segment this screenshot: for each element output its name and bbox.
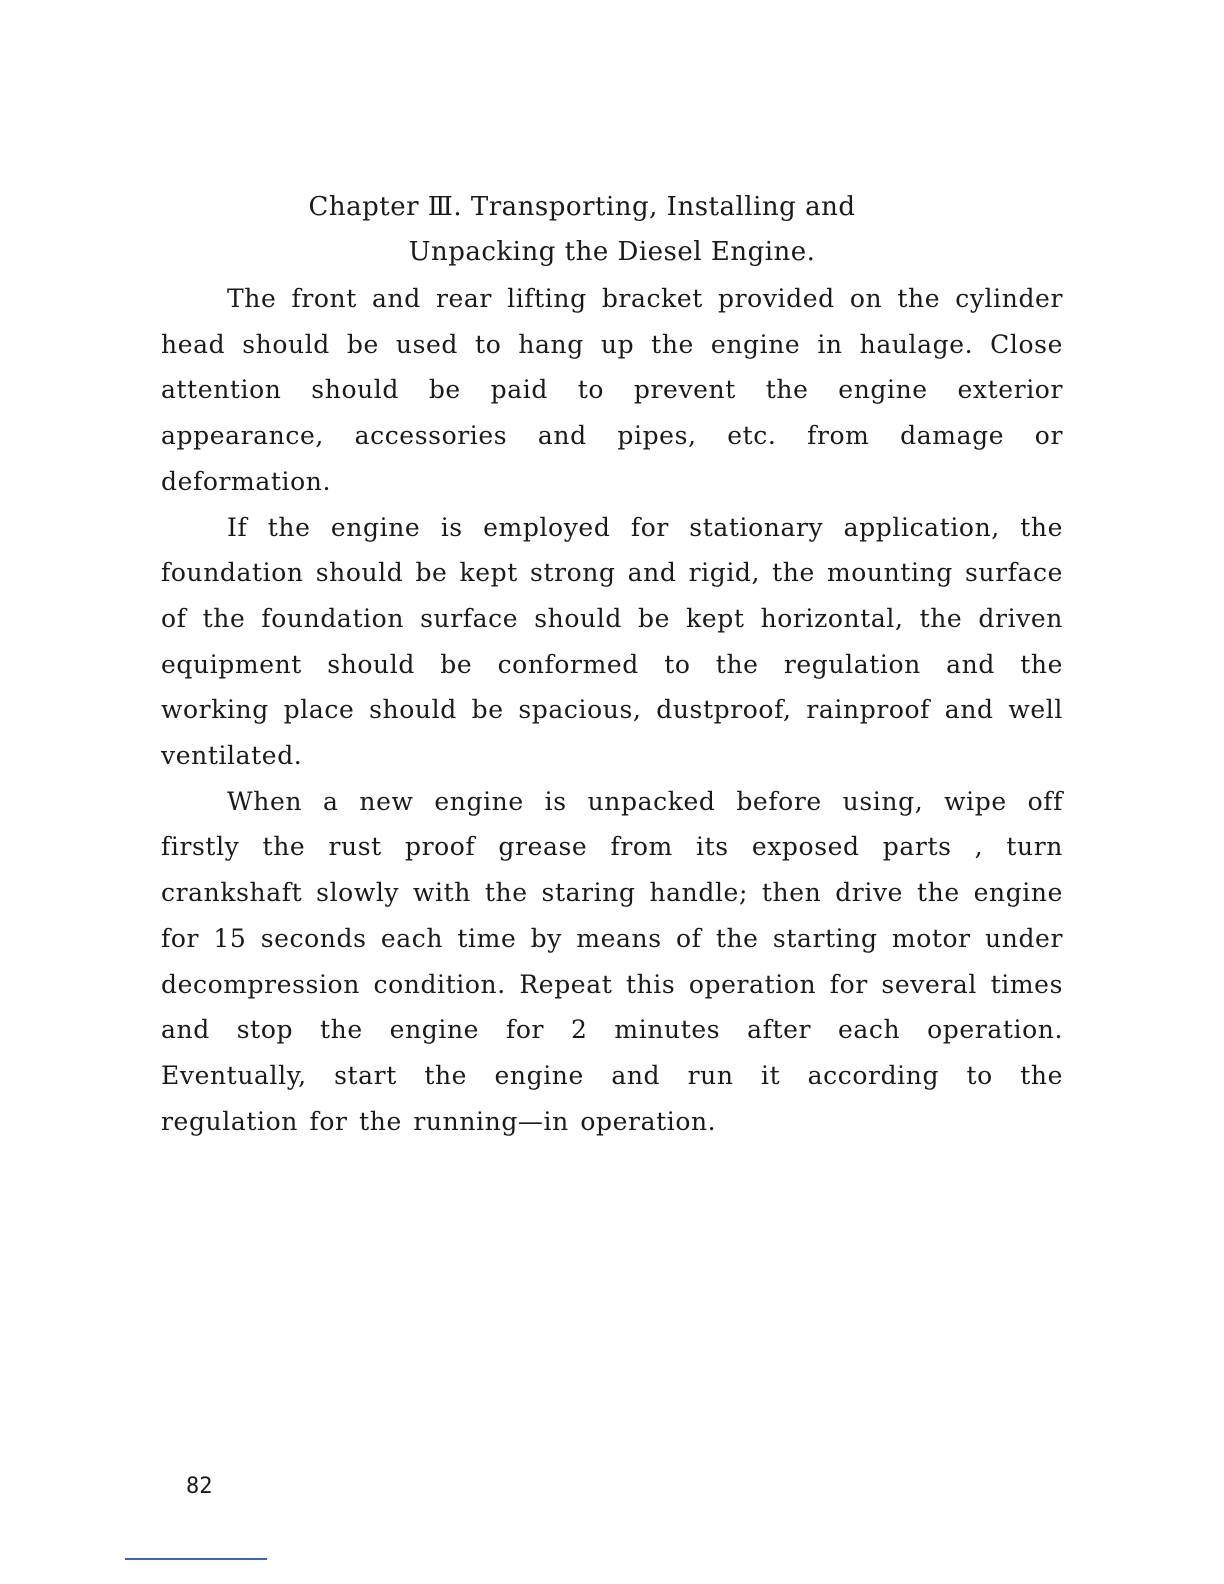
chapter-body: [161, 276, 1063, 1144]
paragraph-lifting: The front and rear lifting bracket provided on the cylinder head should be used to hang up the engine in haulage. Close attention should be paid to prevent the engine exterior appearance, accessories and pipes, etc. from damage or deformation.: [161, 284, 1063, 496]
footer-rule: [125, 1558, 267, 1560]
page-number: 82: [186, 1474, 213, 1499]
paragraph-foundation: If the engine is employed for stationary application, the foundation should be kept strong and rigid, the mounting surface of the foundation surface should be kept horizontal, the driven equipment should be conformed to the regulation and the working place should be spacious, dustproof, rainproof and well ventilated.: [161, 512, 1063, 771]
chapter-title-line-2: Unpacking the Diesel Engine.: [408, 237, 816, 267]
paragraph-unpacking: When a new engine is unpacked before using, wipe off firstly the rust proof grease from its exposed parts , turn crankshaft slowly with the staring handle; then drive the engine for 15 seconds each time by means of the starting motor under decompression condition. Repeat this operation for several times and stop the engine for 2 minutes after each operation. Eventually, start the engine and run it according to the regulation for the running—in operation.: [161, 786, 1063, 1136]
chapter-title-line-1: Chapter Ⅲ. Transporting, Installing and: [308, 192, 856, 222]
